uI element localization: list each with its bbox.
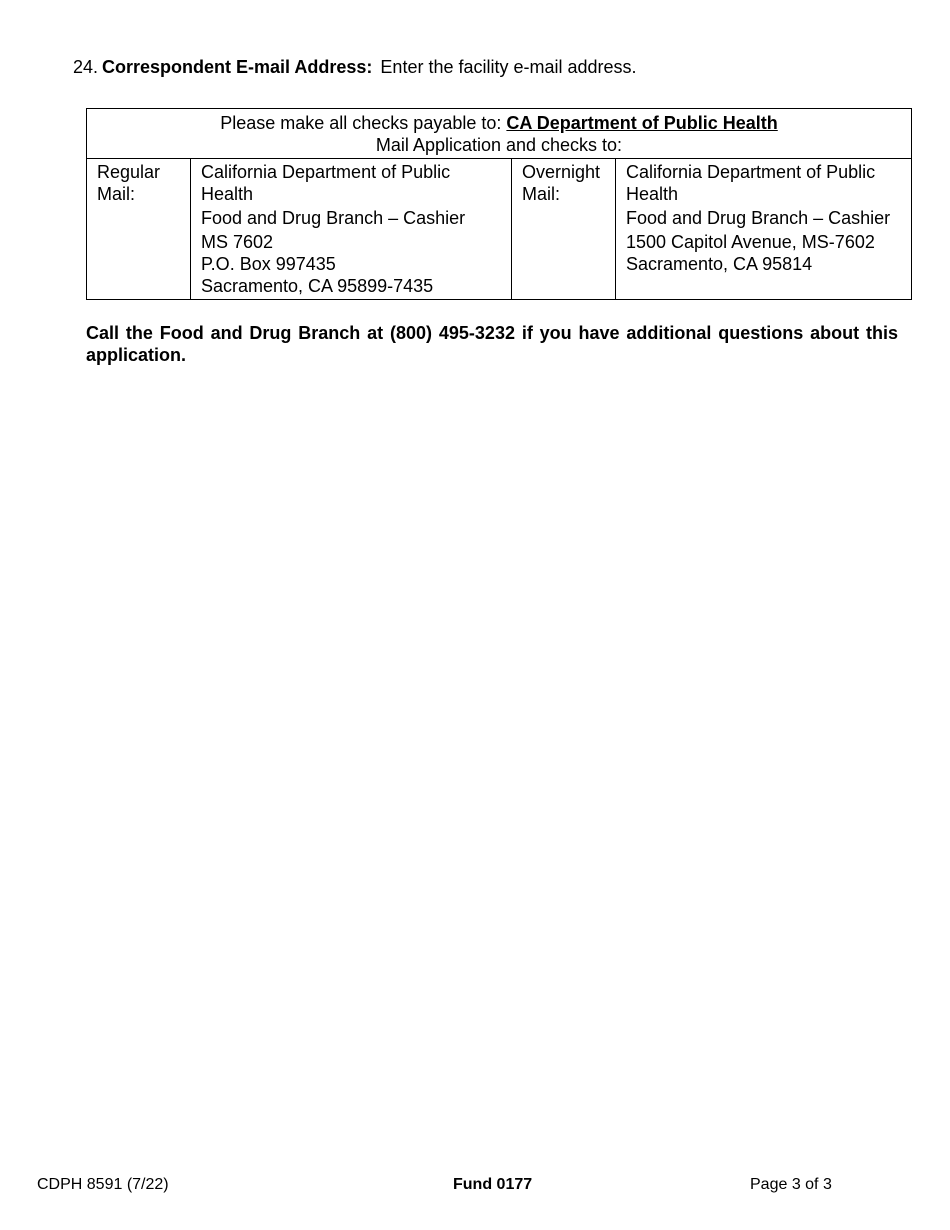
payee-name: CA Department of Public Health xyxy=(506,113,778,133)
item-instruction: Enter the facility e-mail address. xyxy=(380,57,637,77)
item-label: Correspondent E-mail Address: xyxy=(102,57,373,77)
overnight-mail-label xyxy=(512,159,616,300)
regular-mail-label xyxy=(87,159,191,300)
payable-line xyxy=(97,112,901,134)
regular-address-line: California Department of Public xyxy=(201,162,451,182)
regular-address-line: MS 7602 xyxy=(201,232,274,252)
payable-prefix: Please make all checks payable to: xyxy=(220,113,502,133)
overnight-address-line: California Department of Public xyxy=(626,162,876,182)
regular-address-line: Sacramento, CA 95899-7435 xyxy=(201,276,434,296)
overnight-address-line: Food and Drug Branch – Cashier xyxy=(626,208,891,228)
item-24-correspondent-email xyxy=(73,56,637,78)
overnight-address-line: Health xyxy=(626,184,679,204)
contact-note: Call the Food and Drug Branch at (800) 495-3232 if you have additional questions about this application. xyxy=(86,323,898,365)
regular-address-line: Health xyxy=(201,184,254,204)
form-id: CDPH 8591 (7/22) xyxy=(37,1176,169,1193)
item-number: 24. xyxy=(73,57,99,77)
overnight-address-line: Sacramento, CA 95814 xyxy=(626,254,813,274)
fund-number: Fund 0177 xyxy=(453,1176,533,1193)
regular-address-line: P.O. Box 997435 xyxy=(201,254,336,274)
table-header-row xyxy=(87,109,912,159)
regular-label-line1: Regular xyxy=(97,162,161,182)
overnight-address-line: 1500 Capitol Avenue, MS-7602 xyxy=(626,232,875,252)
regular-address-line: Food and Drug Branch – Cashier xyxy=(201,208,466,228)
regular-label-line2: Mail: xyxy=(97,184,136,204)
payable-header-cell xyxy=(87,109,912,159)
mailing-instructions-table xyxy=(86,108,912,300)
overnight-label-line2: Mail: xyxy=(522,184,561,204)
address-row xyxy=(87,159,912,300)
overnight-label-line1: Overnight xyxy=(522,162,601,182)
mail-instruction: Mail Application and checks to: xyxy=(375,135,623,155)
page-number: Page 3 of 3 xyxy=(750,1176,832,1193)
overnight-mail-address xyxy=(616,159,912,300)
regular-mail-address xyxy=(191,159,512,300)
